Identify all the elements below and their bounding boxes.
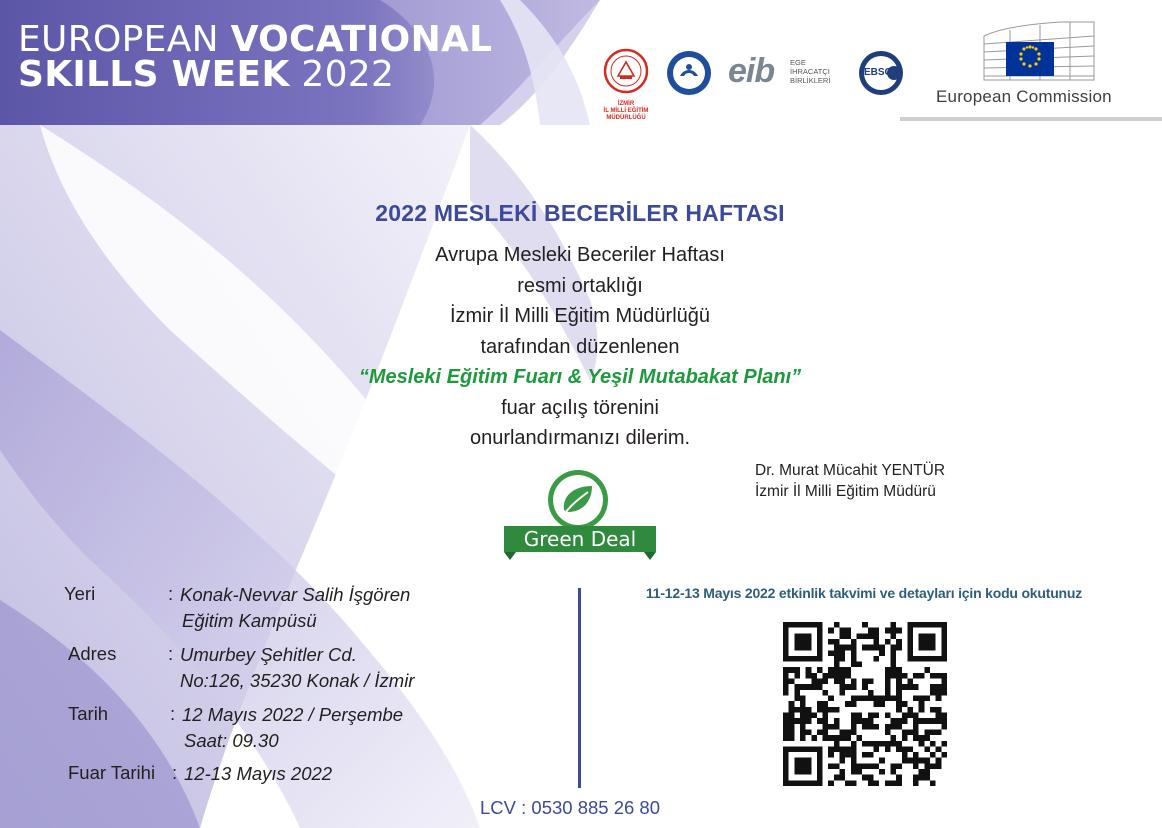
fair-date-value: 12-13 Mayıs 2022 xyxy=(184,763,333,784)
signatory-title: İzmir İl Milli Eğitim Müdürü xyxy=(755,483,936,500)
time-line: Saat: 09.30 xyxy=(184,730,279,751)
title-line2-light: 2022 xyxy=(289,54,395,95)
ec-label: European Commission xyxy=(936,87,1112,106)
green-deal-logo xyxy=(500,470,660,562)
venue-colon: : xyxy=(168,583,174,604)
date-colon: : xyxy=(170,703,176,724)
venue-line-1: Konak-Nevvar Salih İşgören xyxy=(180,584,411,605)
eib-sub-2: İHRACATÇI xyxy=(790,67,830,76)
invite-line-6: onurlandırmanızı dilerim. xyxy=(469,427,691,449)
eib-sub-1: EGE xyxy=(790,58,806,67)
address-colon: : xyxy=(168,643,174,664)
rsvp-phone: LCV : 0530 885 26 80 xyxy=(480,797,661,818)
venue-label: Yeri xyxy=(64,583,96,604)
address-line-1: Umurbey Şehitler Cd. xyxy=(180,644,357,665)
date-label: Tarih xyxy=(68,703,109,724)
eib-sub-3: BİRLİKLERİ xyxy=(790,76,831,85)
qr-code[interactable] xyxy=(783,622,947,786)
izto-logo xyxy=(666,50,712,96)
date-line-1: 12 Mayıs 2022 / Perşembe xyxy=(182,704,404,725)
ebso-wordmark: EBSO xyxy=(864,67,893,78)
invite-line-1: Avrupa Mesleki Beceriler Haftası xyxy=(435,244,725,266)
ebso-logo xyxy=(858,50,904,96)
invite-line-2: resmi ortaklığı xyxy=(517,274,643,297)
title-line1-bold: VOCATIONAL xyxy=(230,19,493,60)
meb-caption-3: MÜDÜRLÜĞÜ xyxy=(606,115,646,121)
address-label: Adres xyxy=(68,643,117,664)
fair-date-colon: : xyxy=(172,762,178,783)
meb-logo xyxy=(600,48,652,122)
ec-underline xyxy=(900,117,1162,121)
invitation-title: 2022 MESLEKİ BECERİLER HAFTASI xyxy=(375,200,785,226)
fair-date-label: Fuar Tarihi xyxy=(68,762,156,783)
meb-emblem-icon xyxy=(603,48,649,94)
european-commission-logo xyxy=(900,14,1162,124)
invitation-body xyxy=(260,240,900,454)
address-line-2: No:126, 35230 Konak / İzmir xyxy=(180,670,415,691)
meb-caption-2: İL MİLLİ EĞİTİM xyxy=(603,108,649,114)
eib-wordmark: eib xyxy=(728,52,775,90)
invite-line-5: fuar açılış törenini xyxy=(501,396,659,419)
qr-caption: 11-12-13 Mayıs 2022 etkinlik takvimi ve detayları için kodu okutunuz xyxy=(645,585,1083,601)
invite-line-4: tarafından düzenlenen xyxy=(480,335,680,358)
title-line1-light: EUROPEAN xyxy=(18,19,231,60)
eib-logo xyxy=(728,52,846,92)
signatory xyxy=(755,460,945,502)
title-line2-bold: SKILLS WEEK xyxy=(18,54,290,95)
meb-caption-1: İZMİR xyxy=(617,101,635,107)
izto-emblem-icon xyxy=(666,50,712,96)
invite-line-3: İzmir İl Milli Eğitim Müdürlüğü xyxy=(449,305,711,327)
campaign-title xyxy=(18,19,493,95)
venue-line-2: Eğitim Kampüsü xyxy=(182,610,317,631)
event-name: “Mesleki Eğitim Fuarı & Yeşil Mutabakat Planı” xyxy=(358,366,802,388)
ec-building-flag-icon xyxy=(900,14,1162,86)
signatory-name: Dr. Murat Mücahit YENTÜR xyxy=(755,462,946,479)
details-divider xyxy=(578,588,581,788)
green-deal-label: Green Deal xyxy=(523,527,637,551)
